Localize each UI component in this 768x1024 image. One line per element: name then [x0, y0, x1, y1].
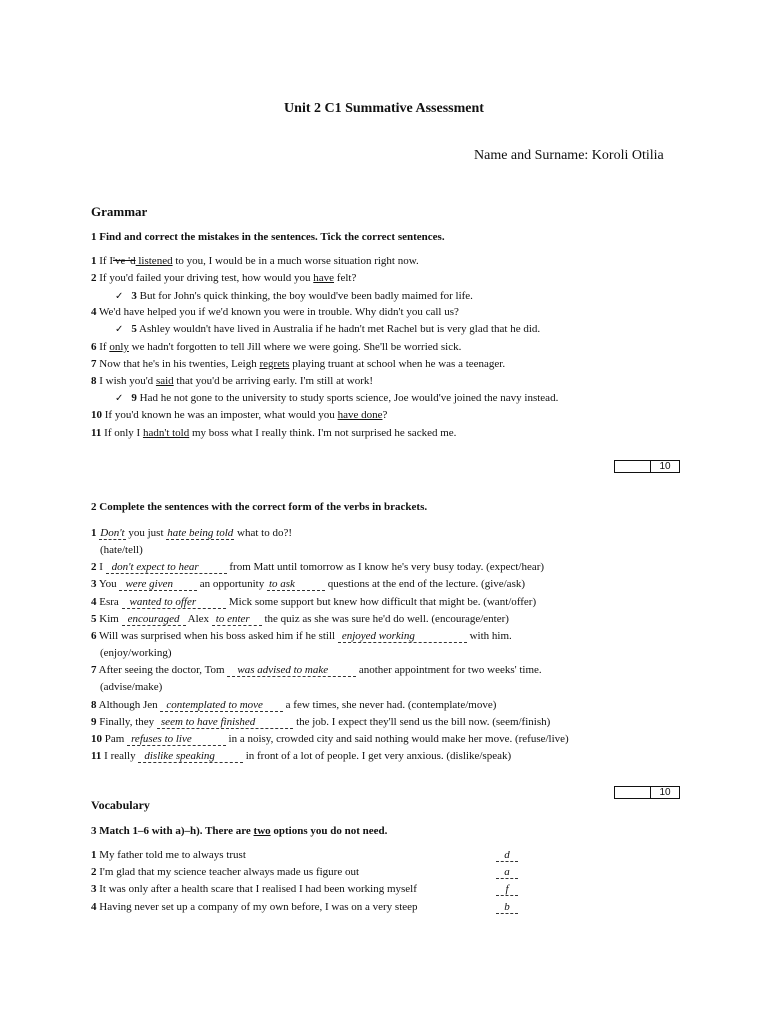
ex2-sentence-6 — [91, 630, 512, 643]
sentence-text: You — [96, 578, 120, 590]
item-number: 1 — [91, 255, 97, 267]
item-number: 6 — [91, 630, 97, 642]
ex2-sentence-1 — [91, 527, 292, 540]
instruction-text: options you do not need. — [270, 825, 388, 837]
sentence-text: Kim — [96, 613, 122, 625]
ex1-sentence-11 — [91, 427, 456, 440]
ex1-sentence-3 — [115, 290, 473, 303]
sentence-text: If I — [96, 255, 113, 267]
sentence-text: felt? — [334, 272, 357, 284]
answer-text: were given — [119, 578, 197, 591]
ex1-sentence-6 — [91, 341, 461, 354]
sentence-text: another appointment for two weeks' time. — [356, 664, 542, 676]
item-number: 2 — [91, 272, 97, 284]
item-number: 3 — [91, 883, 97, 895]
item-number: 2 — [91, 866, 97, 878]
correction-word: said — [155, 375, 174, 387]
ex2-sentence-5 — [91, 613, 509, 626]
ex3-item-4 — [91, 901, 418, 914]
score-blank-cell — [615, 461, 651, 472]
ex1-sentence-5 — [115, 323, 540, 336]
item-number: 11 — [91, 427, 102, 439]
sentence-text: playing truant at school when he was a teenager. — [289, 358, 506, 370]
ex2-sentence-11 — [91, 750, 511, 763]
tick-icon: ✓ — [115, 291, 124, 302]
sentence-text: But for John's quick thinking, the boy would've been badly maimed for life. — [136, 290, 473, 302]
sentence-text: Esra — [96, 596, 122, 608]
answer-text: seem to have finished — [157, 716, 293, 729]
ex2-sentence-3 — [91, 578, 525, 591]
sentence-text: Mick some support but knew how difficult that might be. (want/offer) — [226, 596, 537, 608]
match-answer: f — [496, 883, 518, 896]
answer-text: was advised to make — [227, 664, 356, 677]
sentence-text: If you'd failed your driving test, how would you — [96, 272, 314, 284]
item-number: 11 — [91, 750, 102, 762]
sentence-text: my boss what I really think. I'm not surprised he sacked me. — [189, 427, 457, 439]
ex2-sentence-7 — [91, 664, 542, 677]
answer-text: encouraged — [122, 613, 186, 626]
ex1-instruction: 1 Find and correct the mistakes in the sentences. Tick the correct sentences. — [91, 231, 445, 243]
ex1-sentence-1 — [91, 255, 419, 268]
vocabulary-heading: Vocabulary — [91, 798, 150, 812]
ex1-sentence-7 — [91, 358, 505, 371]
ex1-sentence-10 — [91, 409, 387, 422]
ex2-sentence-2 — [91, 561, 544, 574]
sentence-text: After seeing the doctor, Tom — [96, 664, 228, 676]
sentence-text: We'd have helped you if we'd known you were in trouble. Why didn't you call us? — [96, 306, 459, 318]
sentence-text: Although Jen — [96, 699, 161, 711]
ex1-sentence-2 — [91, 272, 356, 285]
sentence-text: that you'd be arriving early. I'm still at work! — [173, 375, 374, 387]
sentence-text: a few times, she never had. (contemplate/move) — [282, 699, 497, 711]
sentence-text: Now that he's in his twenties, Leigh — [96, 358, 260, 370]
sentence-text: Finally, they — [96, 716, 157, 728]
score-blank-cell — [615, 787, 651, 798]
answer-text: don't expect to hear — [106, 561, 227, 574]
sentence-text: from Matt until tomorrow as I know he's very busy today. (expect/hear) — [226, 561, 545, 573]
correction-word: have — [313, 272, 335, 284]
answer-text: to enter — [212, 613, 262, 626]
sentence-text: the quiz as she was sure he'd do well. (encourage/enter) — [261, 613, 509, 625]
sentence-text: questions at the end of the lecture. (give/ask) — [324, 578, 526, 590]
sentence-text: to you, I would be in a much worse situation right now. — [172, 255, 419, 267]
student-name-line: Name and Surname: Koroli Otilia — [474, 148, 664, 163]
tick-icon: ✓ — [115, 393, 124, 404]
sentence-text: you just — [125, 527, 167, 539]
instruction-emphasis: two — [253, 825, 271, 837]
sentence-text: we hadn't forgotten to tell Jill where we were going. She'll be worried sick. — [128, 341, 462, 353]
correction-word: hadn't told — [142, 427, 190, 439]
match-answer: a — [496, 866, 518, 879]
item-number: 3 — [131, 290, 137, 302]
item-text: It was only after a health scare that I realised I had been working myself — [96, 883, 417, 895]
ex3-item-2 — [91, 866, 359, 879]
correction-word: regrets — [259, 358, 290, 370]
answer-text: refuses to live — [127, 733, 226, 746]
item-number: 4 — [91, 306, 97, 318]
item-number: 9 — [91, 716, 97, 728]
correction-word: have done — [337, 409, 383, 421]
correction-mark: 've 'd — [113, 255, 136, 267]
sentence-text: I — [96, 561, 106, 573]
item-number: 8 — [91, 699, 97, 711]
sentence-text: If only I — [101, 427, 143, 439]
sentence-text: If you'd known he was an imposter, what would you — [102, 409, 338, 421]
answer-text: dislike speaking — [138, 750, 243, 763]
answer-text: contemplated to move — [160, 699, 283, 712]
instruction-text: 3 Match 1–6 with a)–h). There are — [91, 825, 254, 837]
ex2-sentence-10 — [91, 733, 569, 746]
sentence-text: Will was surprised when his boss asked him if he still — [96, 630, 338, 642]
ex3-item-1 — [91, 849, 246, 862]
score-total: 10 — [659, 461, 671, 472]
sentence-text: in a noisy, crowded city and said nothing would make her move. (refuse/live) — [225, 733, 569, 745]
ex1-sentence-4 — [91, 306, 459, 319]
sentence-text: I wish you'd — [96, 375, 156, 387]
sentence-text: Had he not gone to the university to study sports science, Joe would've joined the navy instead. — [136, 392, 559, 404]
ex2-instruction: 2 Complete the sentences with the correct form of the verbs in brackets. — [91, 501, 428, 513]
ex2-sentence-4 — [91, 596, 536, 609]
grammar-heading: Grammar — [91, 204, 148, 219]
answer-text: enjoyed working — [338, 630, 467, 643]
sentence-text: what to do?! — [237, 527, 292, 539]
sentence-text: an opportunity — [196, 578, 267, 590]
answer-text: to ask — [267, 578, 325, 591]
sentence-text: If — [96, 341, 110, 353]
correction-word: only — [109, 341, 129, 353]
sentence-text: the job. I expect they'll send us the bill now. (seem/finish) — [293, 716, 551, 728]
item-number: 10 — [91, 409, 102, 421]
ex2-hint-7: (advise/make) — [100, 681, 163, 693]
item-text: I'm glad that my science teacher always made us figure out — [96, 866, 360, 878]
sentence-text: in front of a lot of people. I get very anxious. (dislike/speak) — [242, 750, 512, 762]
item-number: 4 — [91, 596, 97, 608]
tick-icon: ✓ — [115, 324, 124, 335]
sentence-text: ? — [382, 409, 388, 421]
item-number: 1 — [91, 527, 97, 539]
item-number: 10 — [91, 733, 102, 745]
ex3-item-3 — [91, 883, 417, 896]
ex3-instruction — [91, 825, 387, 837]
answer-text: wanted to offer — [122, 596, 227, 609]
sentence-text: with him. — [466, 630, 512, 642]
ex1-sentence-8 — [91, 375, 373, 388]
item-number: 7 — [91, 664, 97, 676]
match-answer: d — [496, 849, 518, 862]
item-number: 5 — [131, 323, 137, 335]
item-number: 5 — [91, 613, 97, 625]
ex2-score-box — [614, 786, 680, 799]
ex1-sentence-9 — [115, 392, 558, 405]
item-number: 1 — [91, 849, 97, 861]
sentence-text: Alex — [185, 613, 212, 625]
match-answer: b — [496, 901, 518, 914]
item-number: 4 — [91, 901, 97, 913]
item-number: 8 — [91, 375, 97, 387]
ex2-sentence-9 — [91, 716, 550, 729]
item-number: 6 — [91, 341, 97, 353]
sentence-text: Pam — [102, 733, 128, 745]
item-number: 3 — [91, 578, 97, 590]
item-text: My father told me to always trust — [96, 849, 246, 861]
item-number: 2 — [91, 561, 97, 573]
page-title: Unit 2 C1 Summative Assessment — [284, 101, 484, 116]
item-text: Having never set up a company of my own before, I was on a very steep — [96, 901, 418, 913]
sentence-text: Ashley wouldn't have lived in Australia if he hadn't met Rachel but is very glad that he did. — [136, 323, 541, 335]
sentence-text: I really — [101, 750, 139, 762]
correction-word: listened — [135, 255, 173, 267]
score-total: 10 — [659, 787, 671, 798]
answer-text: Don't — [100, 527, 125, 539]
ex2-sentence-8 — [91, 699, 496, 712]
item-number: 9 — [131, 392, 137, 404]
ex2-hint-6: (enjoy/working) — [100, 647, 172, 659]
ex2-hint-1: (hate/tell) — [100, 544, 143, 556]
answer-text: hate being told — [167, 527, 234, 539]
item-number: 7 — [91, 358, 97, 370]
ex1-score-box — [614, 460, 680, 473]
